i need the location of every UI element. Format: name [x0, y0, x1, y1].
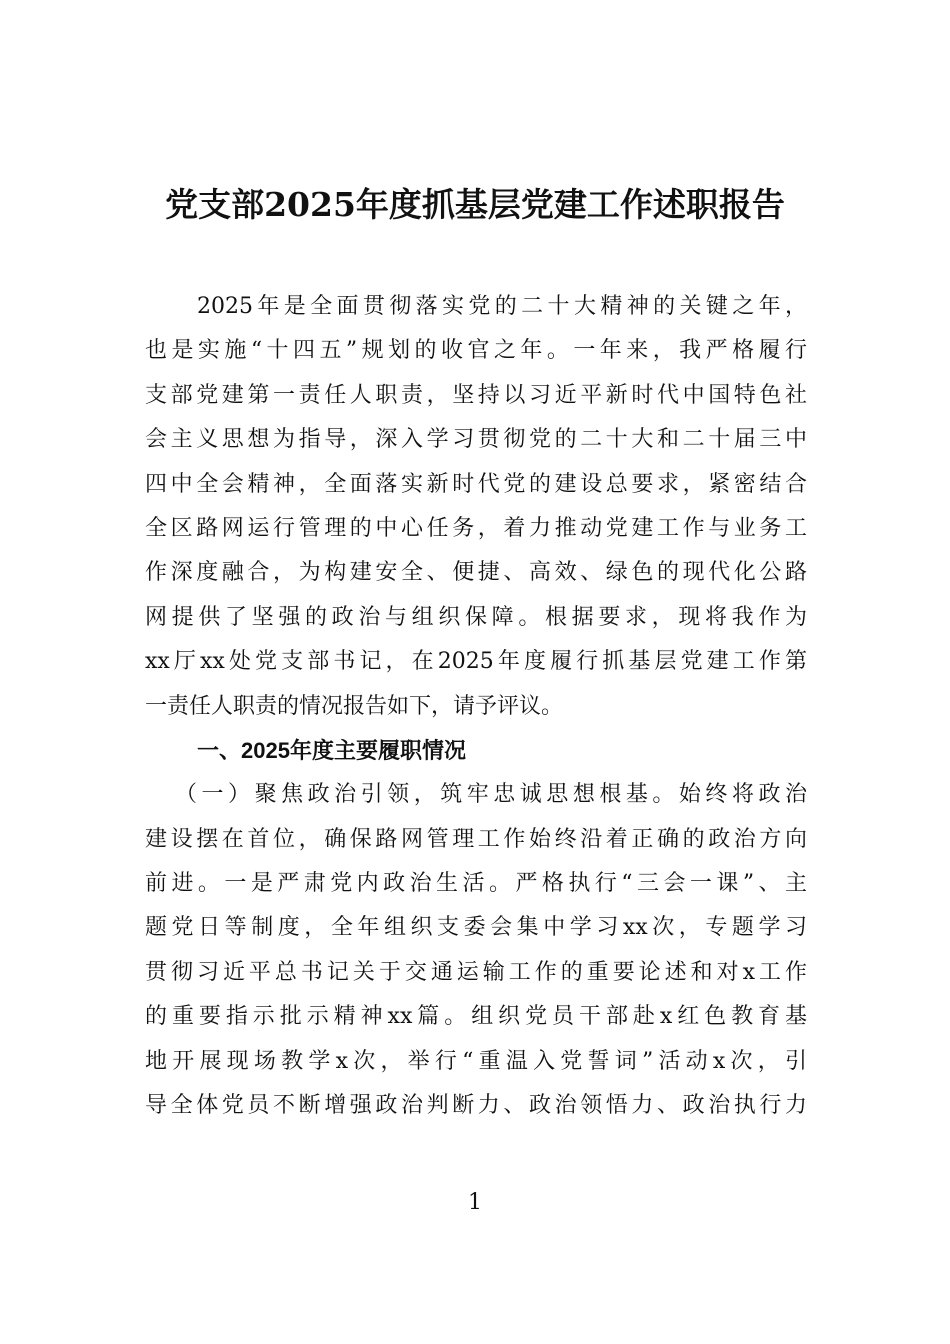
paragraph-line: 支部党建第一责任人职责，坚持以习近平新时代中国特色社	[145, 382, 807, 408]
paragraph-line: 导全体党员不断增强政治判断力、政治领悟力、政治执行力	[145, 1093, 807, 1119]
paragraph-line: 2025年是全面贯彻落实党的二十大精神的关键之年，	[197, 294, 807, 319]
paragraph-line: 全区路网运行管理的中心任务，着力推动党建工作与业务工	[145, 515, 807, 541]
paragraph-line: 作深度融合，为构建安全、便捷、高效、绿色的现代化公路	[145, 560, 807, 586]
paragraph-line: 地开展现场教学x次，举行“重温入党誓词”活动x次，引	[145, 1048, 807, 1074]
paragraph-line: 建设摆在首位，确保路网管理工作始终沿着正确的政治方向	[145, 826, 807, 852]
paragraph-line: 一责任人职责的情况报告如下，请予评议。	[145, 693, 564, 719]
paragraph-line: 网提供了坚强的政治与组织保障。根据要求，现将我作为	[145, 604, 807, 630]
paragraph-line: 也是实施“十四五”规划的收官之年。一年来，我严格履行	[145, 338, 807, 364]
paragraph-line: 会主义思想为指导，深入学习贯彻党的二十大和二十届三中	[145, 427, 807, 453]
paragraph-line: 的重要指示批示精神xx篇。组织党员干部赴x红色教育基	[145, 1004, 807, 1030]
document-title: 党支部2025年度抓基层党建工作述职报告	[165, 185, 785, 224]
paragraph-line: 题党日等制度，全年组织支委会集中学习xx次，专题学习	[145, 915, 807, 941]
document-body	[145, 285, 807, 1128]
paragraph-line: 贯彻习近平总书记关于交通运输工作的重要论述和对x工作	[145, 959, 807, 985]
paragraph-line: （一）聚焦政治引领，筑牢忠诚思想根基。始终将政治	[175, 782, 807, 808]
paragraph-line: 前进。一是严肃党内政治生活。严格执行“三会一课”、主	[145, 871, 807, 897]
paragraph-line: xx厅xx处党支部书记，在2025年度履行抓基层党建工作第	[145, 649, 807, 675]
section-heading: 一、2025年度主要履职情况	[197, 737, 466, 763]
paragraph-line: 四中全会精神，全面落实新时代党的建设总要求，紧密结合	[145, 471, 807, 497]
page-number: 1	[468, 1190, 482, 1215]
